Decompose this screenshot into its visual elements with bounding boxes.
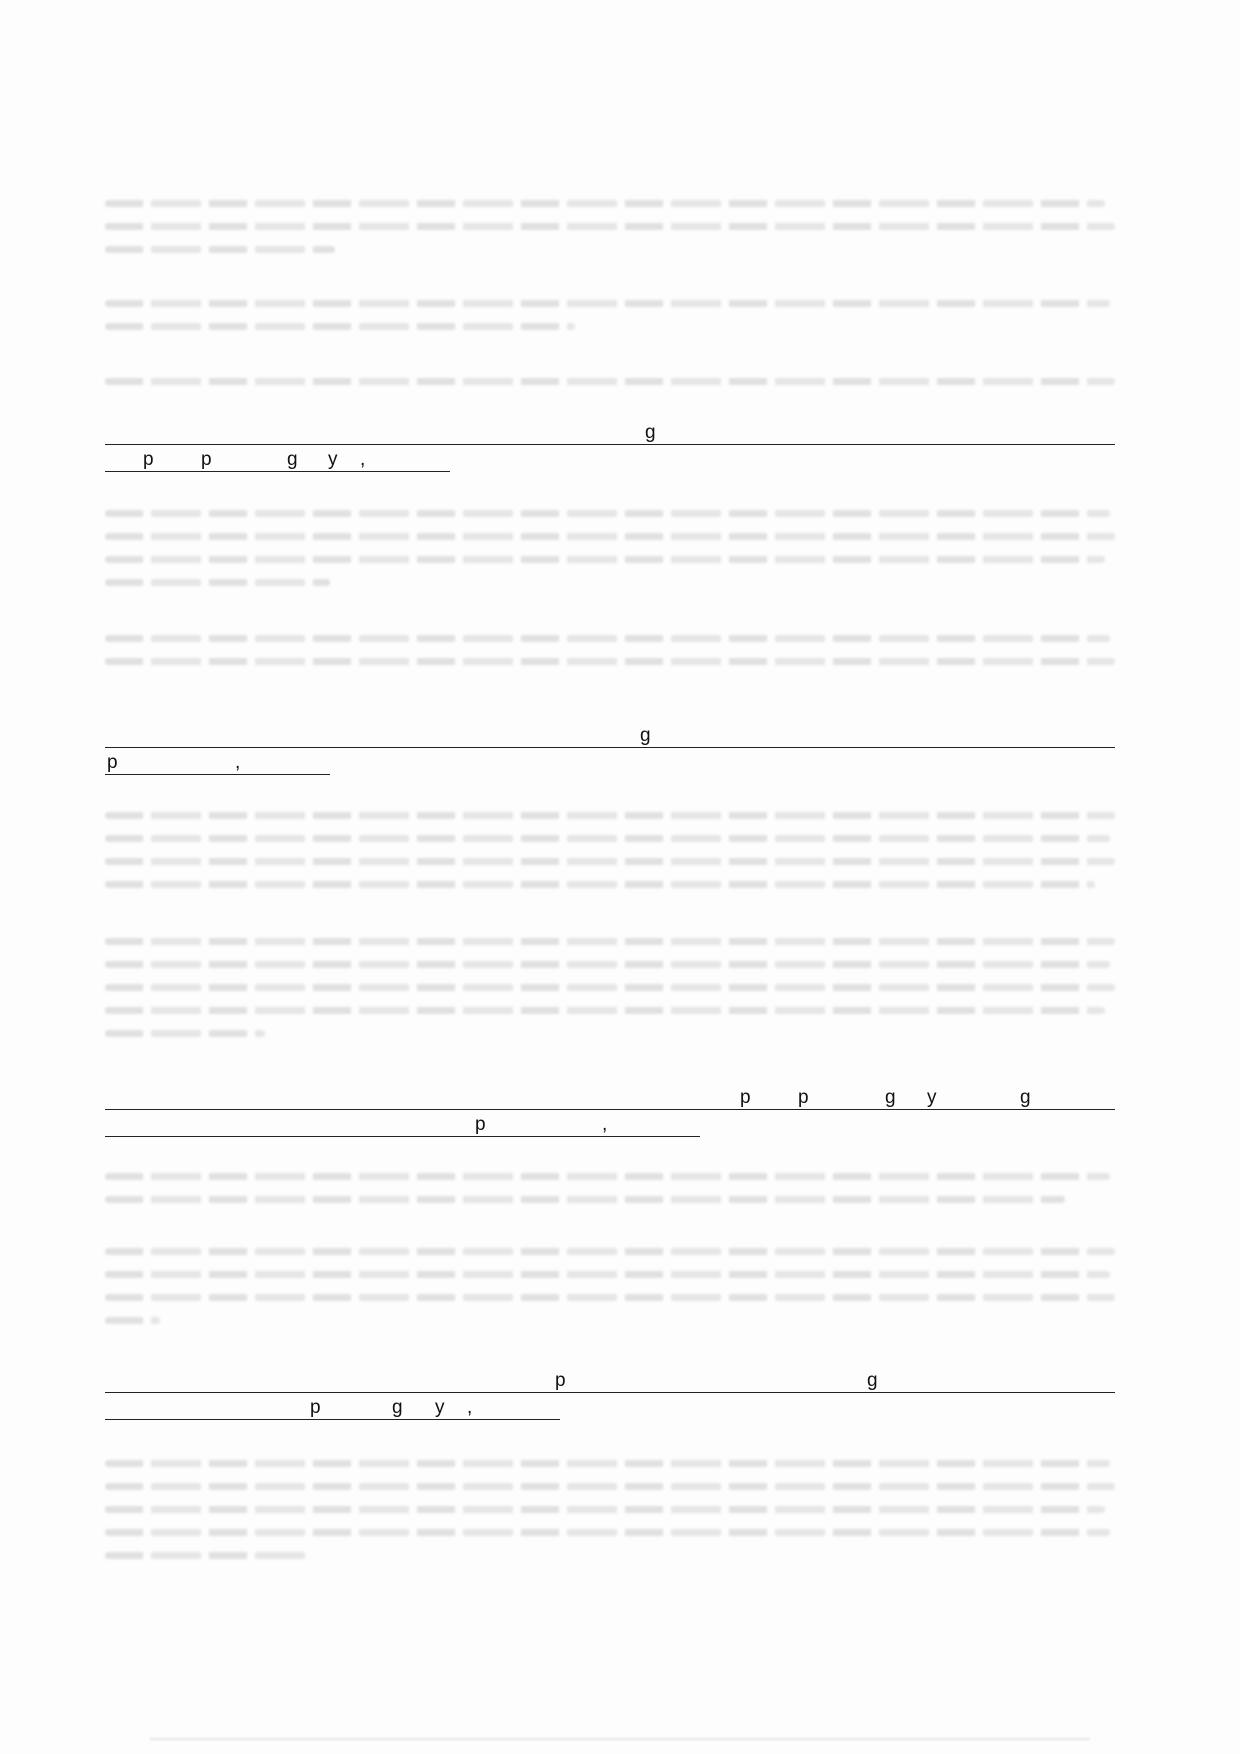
heading-glyph: p <box>201 449 212 470</box>
heading-glyph: p <box>798 1087 809 1108</box>
heading-glyph: g <box>867 1370 878 1391</box>
heading-glyph: , <box>360 449 366 470</box>
heading-glyph: g <box>287 449 298 470</box>
heading-glyph: g <box>885 1087 896 1108</box>
heading-glyph: , <box>602 1114 608 1135</box>
heading-glyph: , <box>467 1397 473 1418</box>
heading-glyph: p <box>107 752 118 773</box>
section-heading-line <box>105 1112 700 1137</box>
page-bottom-edge <box>150 1738 1090 1740</box>
heading-glyph: p <box>143 449 154 470</box>
heading-glyph: p <box>475 1114 486 1135</box>
section-heading-line <box>105 723 1115 748</box>
faded-paragraph <box>105 510 1135 602</box>
section-heading-line <box>105 1395 560 1420</box>
heading-glyph: p <box>555 1370 566 1391</box>
faded-paragraph <box>105 1248 1135 1340</box>
heading-glyph: y <box>328 449 338 470</box>
heading-glyph: g <box>392 1397 403 1418</box>
faded-paragraph <box>105 300 1135 346</box>
section-heading-line <box>105 420 1115 445</box>
faded-paragraph <box>105 812 1135 904</box>
section-heading-line <box>105 1368 1115 1393</box>
heading-glyph: p <box>310 1397 321 1418</box>
faded-paragraph <box>105 200 1135 269</box>
faded-paragraph <box>105 1173 1135 1219</box>
faded-paragraph <box>105 938 1135 1053</box>
faded-paragraph <box>105 378 1135 401</box>
heading-glyph: g <box>645 422 656 443</box>
heading-glyph: , <box>235 752 241 773</box>
faded-paragraph <box>105 635 1135 681</box>
section-heading-line <box>105 447 450 472</box>
heading-glyph: g <box>1020 1087 1031 1108</box>
heading-glyph: g <box>640 725 651 746</box>
heading-glyph: y <box>927 1087 937 1108</box>
faded-paragraph <box>105 1460 1135 1575</box>
section-heading-line <box>105 750 330 775</box>
heading-glyph: p <box>740 1087 751 1108</box>
section-heading-line <box>105 1085 1115 1110</box>
heading-glyph: y <box>435 1397 445 1418</box>
